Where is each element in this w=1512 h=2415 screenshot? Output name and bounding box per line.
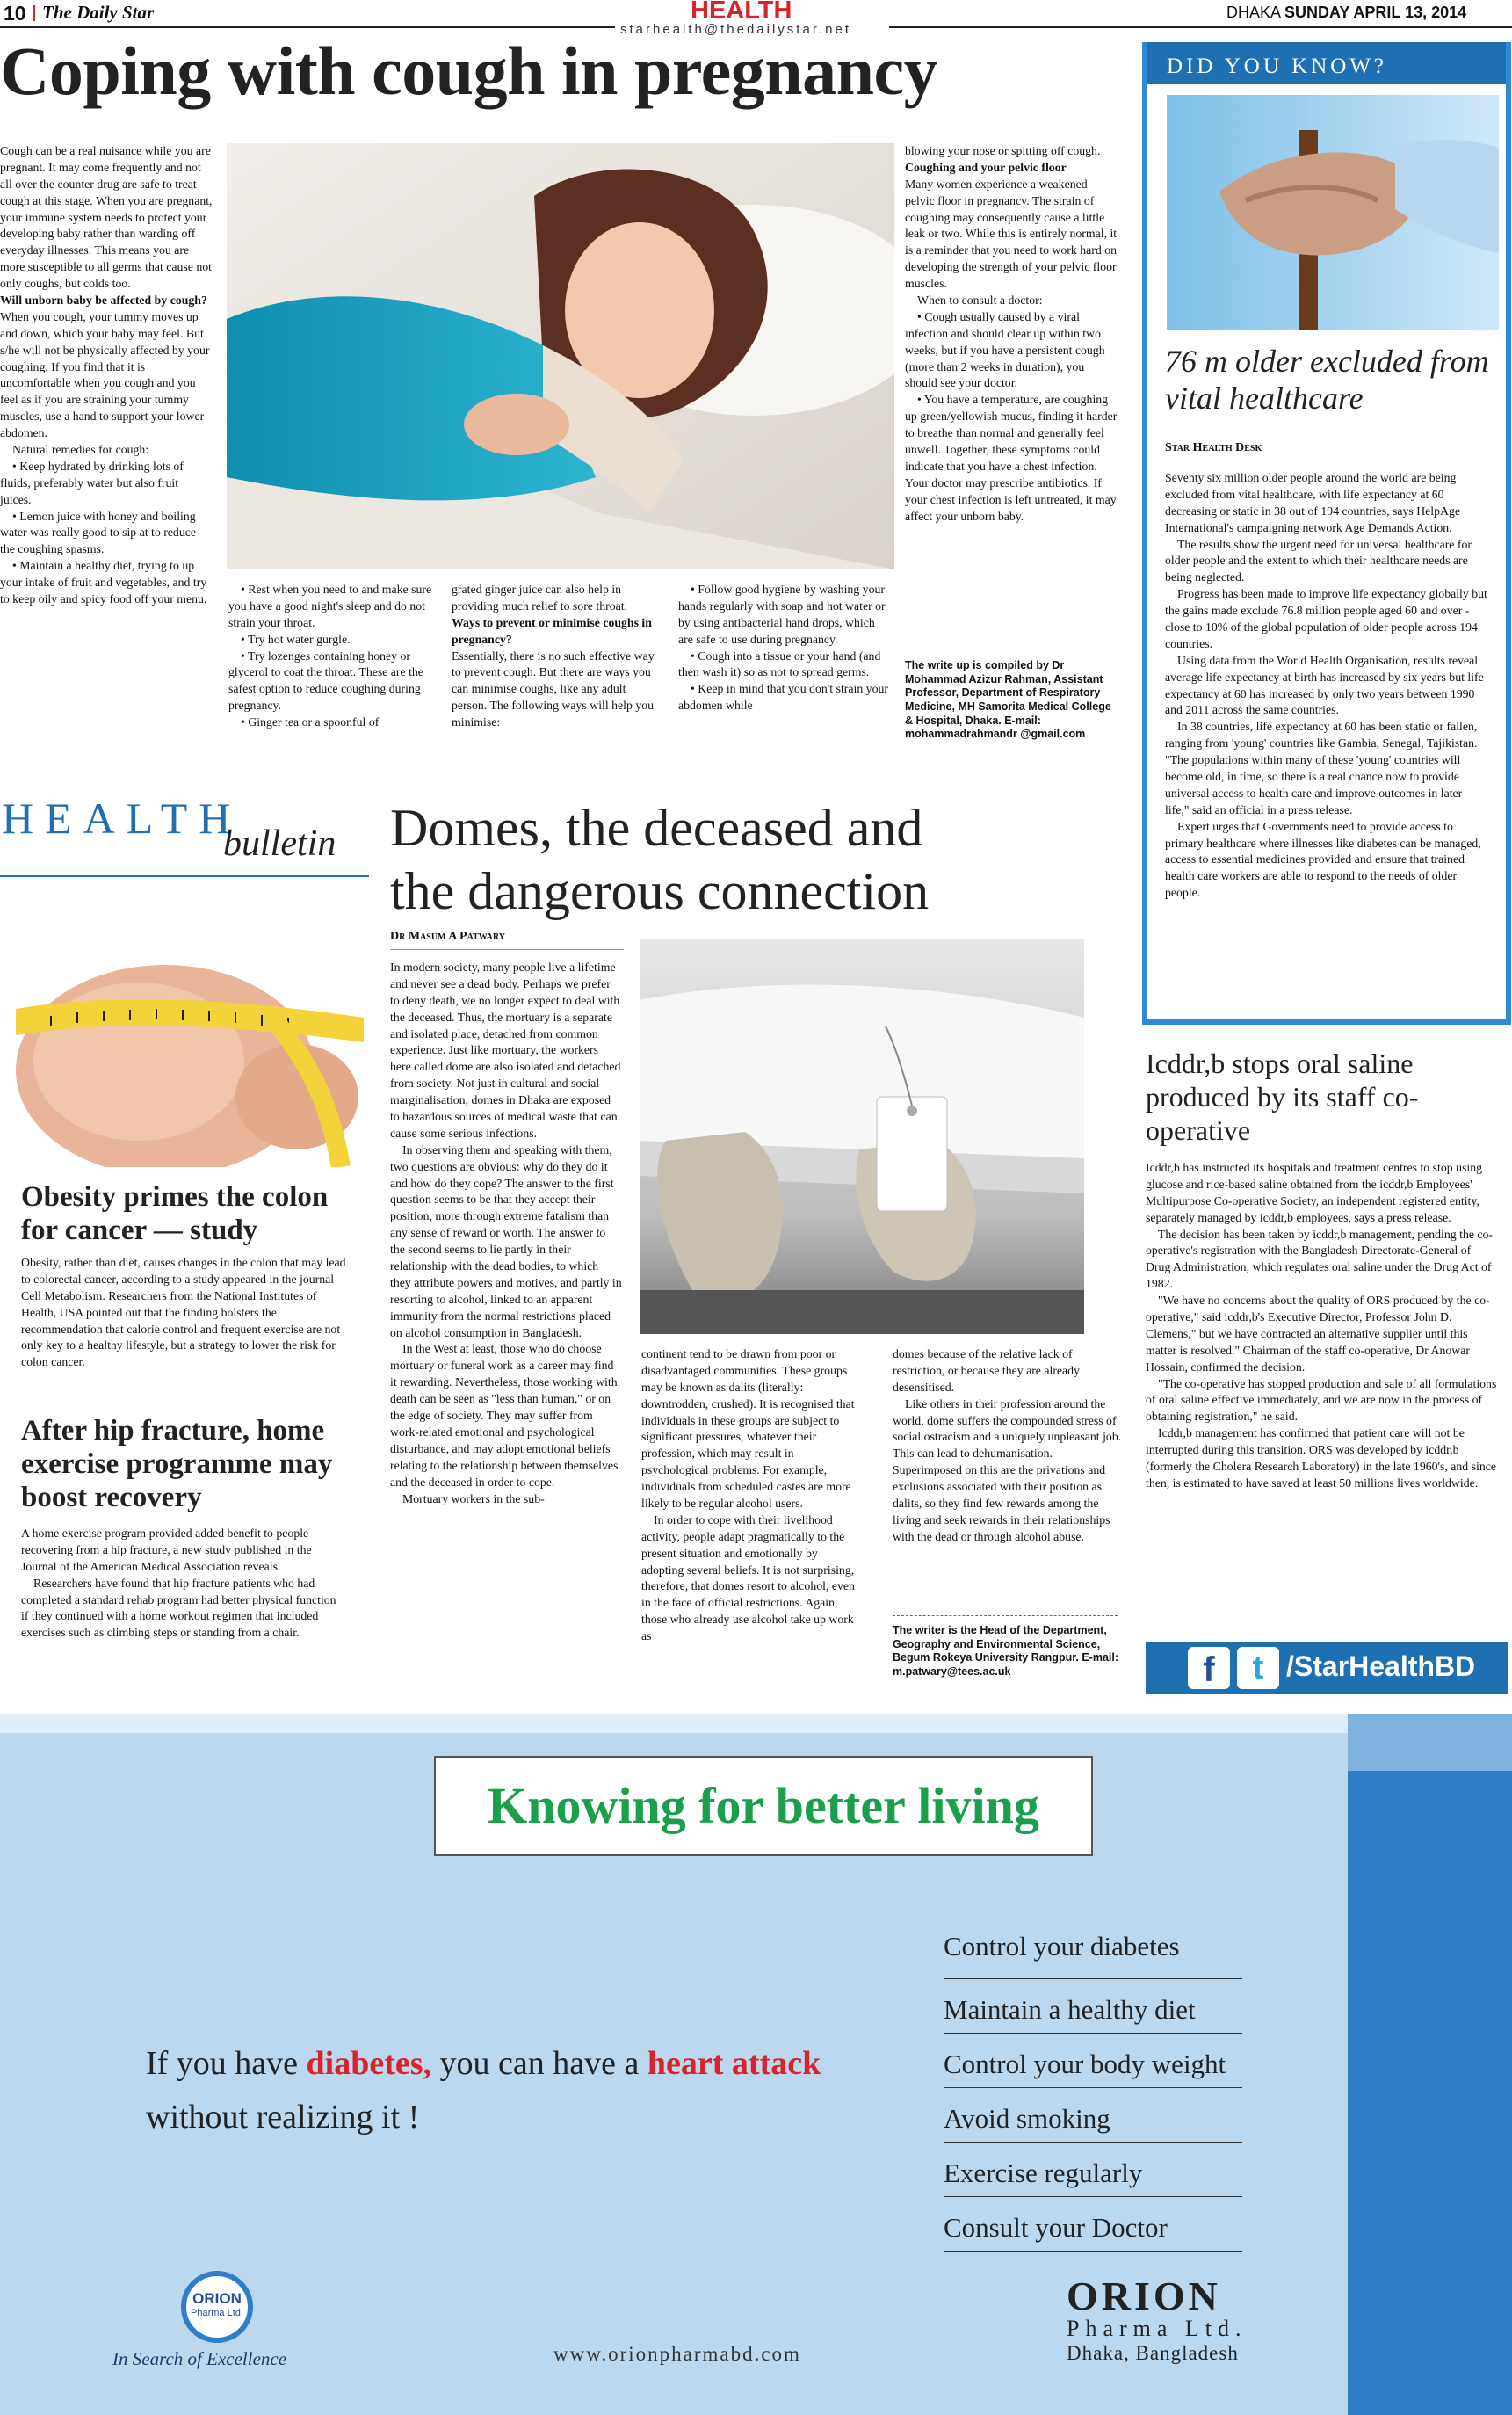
ad-warning xyxy=(146,2037,821,2144)
lead-col3 xyxy=(452,582,662,731)
domes-paragraph: Like others in their profession around the world, dome suffers the compounded stress of social ostracism and a uniquely unpleasant job. This can lead to dehumanisation. Superimposed on this are the privations and exclusions associated with their position as dalits, so they find few rewards among the living and seek rewards in their relationships with the dead or through alcohol abuse. xyxy=(893,1396,1122,1543)
orion-logo-name: ORION xyxy=(192,2290,242,2307)
twitter-icon[interactable]: t xyxy=(1237,1647,1279,1689)
domes-credit: The writer is the Head of the Department, Geography and Environmental Science, Begum Rokeya University Rangpur. E-mail: m.patwary@tees.ac.uk xyxy=(893,1624,1119,1678)
page-number-divider xyxy=(33,5,35,21)
domes-byline-rule xyxy=(390,949,624,950)
domes-headline-line1: Domes, the deceased and xyxy=(390,799,923,857)
bulletin-word: bulletin xyxy=(223,823,336,864)
lead-col5 xyxy=(905,143,1118,525)
orion-brand-name: ORION xyxy=(1067,2274,1221,2318)
domes-credit-rule xyxy=(893,1615,1118,1616)
domes-paragraph: Mortuary workers in the sub- xyxy=(402,1491,545,1505)
bulletin-story1-headline: Obesity primes the colon for cancer — study xyxy=(21,1181,329,1246)
lead-col2-p: • Try hot water gurgle. xyxy=(241,632,351,646)
icddrb-paragraph: Icddr,b has instructed its hospitals and treatment centres to stop using glucose and rice-based saline obtained from the icddr,b Employees' Multipurpose Co-operative Society, an independent registered entity, separately managed by icddr,b employees, says a press release. xyxy=(1146,1161,1482,1224)
dateline-city: DHAKA xyxy=(1226,4,1281,21)
domes-headline xyxy=(390,796,929,923)
ad-tagline: Knowing for better living xyxy=(488,1777,1039,1834)
masthead-rule-right xyxy=(889,26,1512,28)
bulletin-health-word: HEALTH xyxy=(2,794,242,843)
domes-paragraph: In order to cope with their livelihood activity, people adapt pragmatically to the present situation and emotionally by adopting several beliefs. It is not surprising, therefore, that domes resort to alcohol, even in the face of official restrictions. Again, those who already use alcohol take up work as xyxy=(641,1512,855,1643)
ad-heart-attack: heart attack xyxy=(647,2045,821,2082)
elderly-hands-photo xyxy=(1167,95,1499,330)
section-email: starhealth@thedailystar.net xyxy=(620,22,851,37)
pregnant-woman-photo xyxy=(227,143,894,569)
orion-motto: In Search of Excellence xyxy=(112,2348,287,2369)
orion-website[interactable]: www.orionpharmabd.com xyxy=(553,2343,801,2365)
dyk-paragraph: Seventy six million older people around the world are being excluded from vital healthcare, with life expectancy at 60 decreasing or static in 38 out of 194 countries, says HelpAge International's campaigning network Age Demands Action. xyxy=(1165,471,1461,534)
dyk-paragraph: Using data from the World Health Organisation, results reveal average life expectancy at birth has increased by six years but life expectancy at 60 has increased by only two years between 1990 and 2011 across the same countries. xyxy=(1165,653,1484,717)
dyk-paragraph: Expert urges that Governments need to provide access to primary healthcare where illnesses like diabetes can be managed, access to essential medicines provided and ensure that trained health care workers are able to respond to the needs of older people. xyxy=(1165,819,1481,900)
ad-warning-line1 xyxy=(146,2037,821,2091)
lead-col1-p: • Lemon juice with honey and boiling water was really good to sip at to reduce the coughing spasms. xyxy=(0,509,196,556)
domes-paragraph: In the West at least, those who do choose mortuary or funeral work as a career may find it rewarding. Nevertheless, those working with death can be seen as "less than human," or on the edge of society. They may suffer from work-related emotional and psychological disturbance, and may adopt emotional beliefs relating to the relationship between themselves and the deceased in order to cope. xyxy=(390,1342,619,1489)
domes-paragraph: domes because of the relative lack of restriction, or because they are already desensitised. xyxy=(893,1347,1080,1394)
icddrb-paragraph: "We have no concerns about the quality of ORS produced by the co-operative," said icddr,b's Executive Director, Professor John D. Clemens," but we have contracted an alternative supplier until this matter is resolved." Chairman of the staff co-operative, Dr Anowar Hossain, confirmed the decision. xyxy=(1146,1294,1490,1374)
did-you-know-box xyxy=(1142,42,1511,1025)
icddrb-paragraph: "The co-operative has stopped production and sale of all formulations of oral saline effective immediately, and we are now in the process of obtaining registration," he said. xyxy=(1146,1376,1497,1424)
did-you-know-byline: Star Health Desk xyxy=(1165,441,1262,454)
ad-warning-line2: without realizing it ! xyxy=(146,2098,420,2136)
orion-ad xyxy=(0,1714,1512,2415)
icddrb-paragraph: The decision has been taken by icddr,b management, pending the co-operative's registration with the Bangladesh Directorate-General of Drug Administration, which regulates oral saline under the Drug Act of 1982. xyxy=(1146,1227,1494,1291)
orion-brand-sub: Pharma Ltd. xyxy=(1067,2316,1248,2341)
domes-byline: Dr Masum A Patwary xyxy=(390,930,505,943)
lead-col2-p: • Rest when you need to and make sure you have a good night's sleep and do not strain your throat. xyxy=(228,583,432,629)
bulletin-paragraph: Researchers have found that hip fracture patients who had completed a standard rehab program had better physical function if they continued with a home workout regimen that included exercises such as climbing steps or standing from a chair. xyxy=(21,1576,336,1640)
lead-col1-p: Natural remedies for cough: xyxy=(12,443,149,457)
domes-col1 xyxy=(390,960,622,1507)
orion-brand-city: Dhaka, Bangladesh xyxy=(1067,2341,1239,2364)
lead-subhead: Will unborn baby be affected by cough? xyxy=(0,294,207,308)
lead-col1-p: • Keep hydrated by drinking lots of fluids, preferably water but also fruit juices. xyxy=(0,459,184,506)
lead-col1-p: When you cough, your tummy moves up and down, which your baby may feel. But s/he will not be physically affected by your coughing. If you find that it is uncomfortable when you cough and you feel as if you are straining your tummy muscles, use a hand to support your lower abdomen. xyxy=(0,309,210,440)
ad-tip: Consult your Doctor xyxy=(944,2197,1242,2252)
lead-subhead: Coughing and your pelvic floor xyxy=(905,160,1067,174)
lead-subhead: Ways to prevent or minimise coughs in pregnancy? xyxy=(452,615,652,646)
ad-tip: Control your diabetes xyxy=(944,1925,1242,1979)
ad-tips-list xyxy=(944,1925,1242,2252)
dateline xyxy=(1226,4,1466,22)
ad-warning-mid: you can have a xyxy=(431,2045,647,2082)
bulletin-rule xyxy=(0,875,369,877)
lead-col3-p: grated ginger juice can also help in providing much relief to sore throat. xyxy=(452,583,628,613)
did-you-know-headline: 76 m older excluded from vital healthcare xyxy=(1165,344,1489,417)
lead-col3-p: Essentially, there is no such effective way to prevent cough. But there are ways you can minimise coughs, like any adult person. The following ways will help you minimise: xyxy=(452,649,655,729)
bulletin-story2-body xyxy=(21,1526,346,1642)
facebook-icon[interactable]: f xyxy=(1188,1647,1230,1689)
lead-col1 xyxy=(0,143,213,608)
ad-right-stripe xyxy=(1348,1714,1512,2415)
bulletin-paragraph: A home exercise program provided added benefit to people recovering from a hip fracture, a new study published in the Journal of the American Medical Association reveals. xyxy=(21,1527,312,1573)
ad-tip: Avoid smoking xyxy=(944,2088,1242,2143)
domes-paragraph: In modern society, many people live a lifetime and never see a dead body. Perhaps we prefer to deny death, we no longer expect to deal with the deceased. Thus, the mortuary is a separate and isolated place, detached from common experience. Just like mortuary, the workers here called dome are also isolated and detached from society. Not just in cultural and social marginalisation, domes in Dhaka are exposed to hazardous sources of medical waste that can cause some serious infections. xyxy=(390,961,621,1140)
measuring-tape-photo xyxy=(16,895,364,1167)
domes-headline-line2: the dangerous connection xyxy=(390,862,930,920)
ad-top-band xyxy=(0,1714,1512,1733)
lead-col4-p: • Keep in mind that you don't strain your abdomen while xyxy=(678,682,888,713)
ad-right-stripe-light xyxy=(1348,1714,1512,1771)
dateline-date: SUNDAY APRIL 13, 2014 xyxy=(1284,4,1467,21)
lead-col2 xyxy=(228,582,438,731)
ad-tip: Exercise regularly xyxy=(944,2143,1242,2197)
lead-col1-p: • Maintain a healthy diet, trying to up your intake of fruit and vegetables, and try to keep oily and spicy food off your menu. xyxy=(0,559,207,606)
lead-col5-p: • You have a temperature, are coughing up green/yellowish mucus, finding it harder to breathe than normal and generally feel unwell. Together, these symptoms could indicate that you have a chest infection. Your doctor may prescribe antibiotics. If your chest infection is left untreated, it may affect your unborn baby. xyxy=(905,393,1118,523)
dyk-paragraph: Progress has been made to improve life expectancy globally but the gains made exclude 76.8 million people aged 60 and over - close to 10% of the global population of older people across 194 countries. xyxy=(1165,587,1487,650)
domes-paragraph: In observing them and speaking with them, two questions are obvious: why do they do it and how do they cope? The answer to the first question seems to be that they accept their position, more through extreme fatalism than any sense of reward or worth. The answer to the second seems to lie partly in their relationship with the dead bodies, to which they attribute powers and motives, and partly in resorting to alcohol, linked to an apparent immunity from the normal restrictions placed on alcohol consumption in Bangladesh. xyxy=(390,1142,622,1339)
did-you-know-body xyxy=(1165,470,1488,902)
icddrb-paragraph: Icddr,b management has confirmed that patient care will not be interrupted during this transition. ORS was developed by icddr,b (formerly the Cholera Research Laboratory) in the late 1960's, and since then, is estimated to have saved at least 50 millions lives worldwide. xyxy=(1146,1426,1496,1490)
lead-col4-p: • Cough into a tissue or your hand (and then wash it) so as not to spread germs. xyxy=(678,649,881,679)
ad-warning-pre: If you have xyxy=(146,2045,307,2082)
ad-diabetes: diabetes, xyxy=(306,2045,432,2082)
icddrb-body xyxy=(1146,1160,1497,1492)
domes-col3 xyxy=(893,1346,1123,1546)
ad-tip: Maintain a healthy diet xyxy=(944,1979,1242,2034)
ad-tagline-box xyxy=(434,1756,1093,1856)
dyk-paragraph: The results show the urgent need for universal healthcare for older people and the extent to which their healthcare needs are being neglected. xyxy=(1165,537,1472,584)
ad-tip: Control your body weight xyxy=(944,2034,1242,2088)
page-number: 10 xyxy=(4,2,26,25)
lead-col4-p: • Follow good hygiene by washing your hands regularly with soap and hot water or by using antibacterial hand drops, which are safe to use during pregnancy. xyxy=(678,583,886,646)
domes-paragraph: continent tend to be drawn from poor or disadvantaged communities. These groups may be known as dalits (literally: downtrodden, crushed). It is recognised that individuals in these groups are subject to significant pressures, whatever their profession, which may result in psychological problems. For example, individuals from scheduled castes are more likely to be regular alcohol users. xyxy=(641,1347,855,1511)
orion-logo-sub: Pharma Ltd. xyxy=(191,2308,243,2318)
masthead-rule xyxy=(0,26,615,28)
lead-col4 xyxy=(678,582,893,714)
bulletin-story1-body: Obesity, rather than diet, causes changes in the colon that may lead to colorectal cancer, according to a study appeared in the journal Cell Metabolism. Researchers from the National Institutes of Health, USA pointed out that the finding bolsters the recommendation that calorie control and frequent exercise are not only key to a healthy lifestyle, but a strategy to lower the risk for colon cancer. xyxy=(21,1256,346,1369)
icddrb-headline: Icddr,b stops oral saline produced by its staff co-operative xyxy=(1146,1048,1419,1146)
lead-col5-p: • Cough usually caused by a viral infection and should clear up within two weeks, but if you have a persistent cough (more than 2 weeks in duration), you should see your doctor. xyxy=(905,309,1105,390)
did-you-know-title: DID YOU KNOW? xyxy=(1167,54,1388,78)
lead-col5-p: Many women experience a weakened pelvic floor in pregnancy. The strain of coughing may consequently cause a little leak or two. While this is entirely normal, it is a reminder that you need to work hard on developing the strength of your pelvic floor muscles. xyxy=(905,177,1118,291)
dyk-paragraph: In 38 countries, life expectancy at 60 has been static or fallen, ranging from 'young' countries like Gambia, Senegal, Tajikistan. "The populations within many of these 'young' countries will become old, in time, so there is a real chance now to provide universal access to health care and improve outcomes in later life," said an official in a press release. xyxy=(1165,720,1478,816)
social-handle[interactable]: /StarHealthBD xyxy=(1286,1650,1476,1682)
lead-col5-p: blowing your nose or spitting off cough. xyxy=(905,144,1101,157)
lead-col1-p: Cough can be a real nuisance while you are pregnant. It may come frequently and not all over the counter drug are safe to treat cough at this stage. When you are pregnant, your immune system needs to protect your developing baby rather than warding off everyday illnesses. This means you are more susceptible to all germs that cause not only coughs, but colds too. xyxy=(0,144,213,291)
section-title: HEALTH xyxy=(691,0,792,25)
paper-name: The Daily Star xyxy=(42,2,155,23)
social-banner[interactable] xyxy=(1146,1642,1508,1694)
lead-col2-p: • Ginger tea or a spoonful of xyxy=(241,715,380,729)
bulletin-story2-headline: After hip fracture, home exercise programme may boost recovery xyxy=(21,1415,333,1513)
orion-logo xyxy=(181,2271,253,2343)
domes-col2 xyxy=(641,1346,861,1645)
lead-credit: The write up is compiled by Dr Mohammad Azizur Rahman, Assistant Professor, Department of Respiratory Medicine, MH Samorita Medical College & Hospital, Dhaka. E-mail: mohammadrahmandr @gmail.com xyxy=(905,659,1111,741)
lead-col5-p: When to consult a doctor: xyxy=(917,294,1043,308)
lead-col2-p: • Try lozenges containing honey or glycerol to coat the throat. These are the safest option to reduce coughing during pregnancy. xyxy=(228,649,423,713)
lead-headline: Coping with cough in pregnancy xyxy=(0,33,938,109)
orion-brand xyxy=(1067,2276,1253,2365)
mortuary-feet-photo xyxy=(640,939,1084,1334)
